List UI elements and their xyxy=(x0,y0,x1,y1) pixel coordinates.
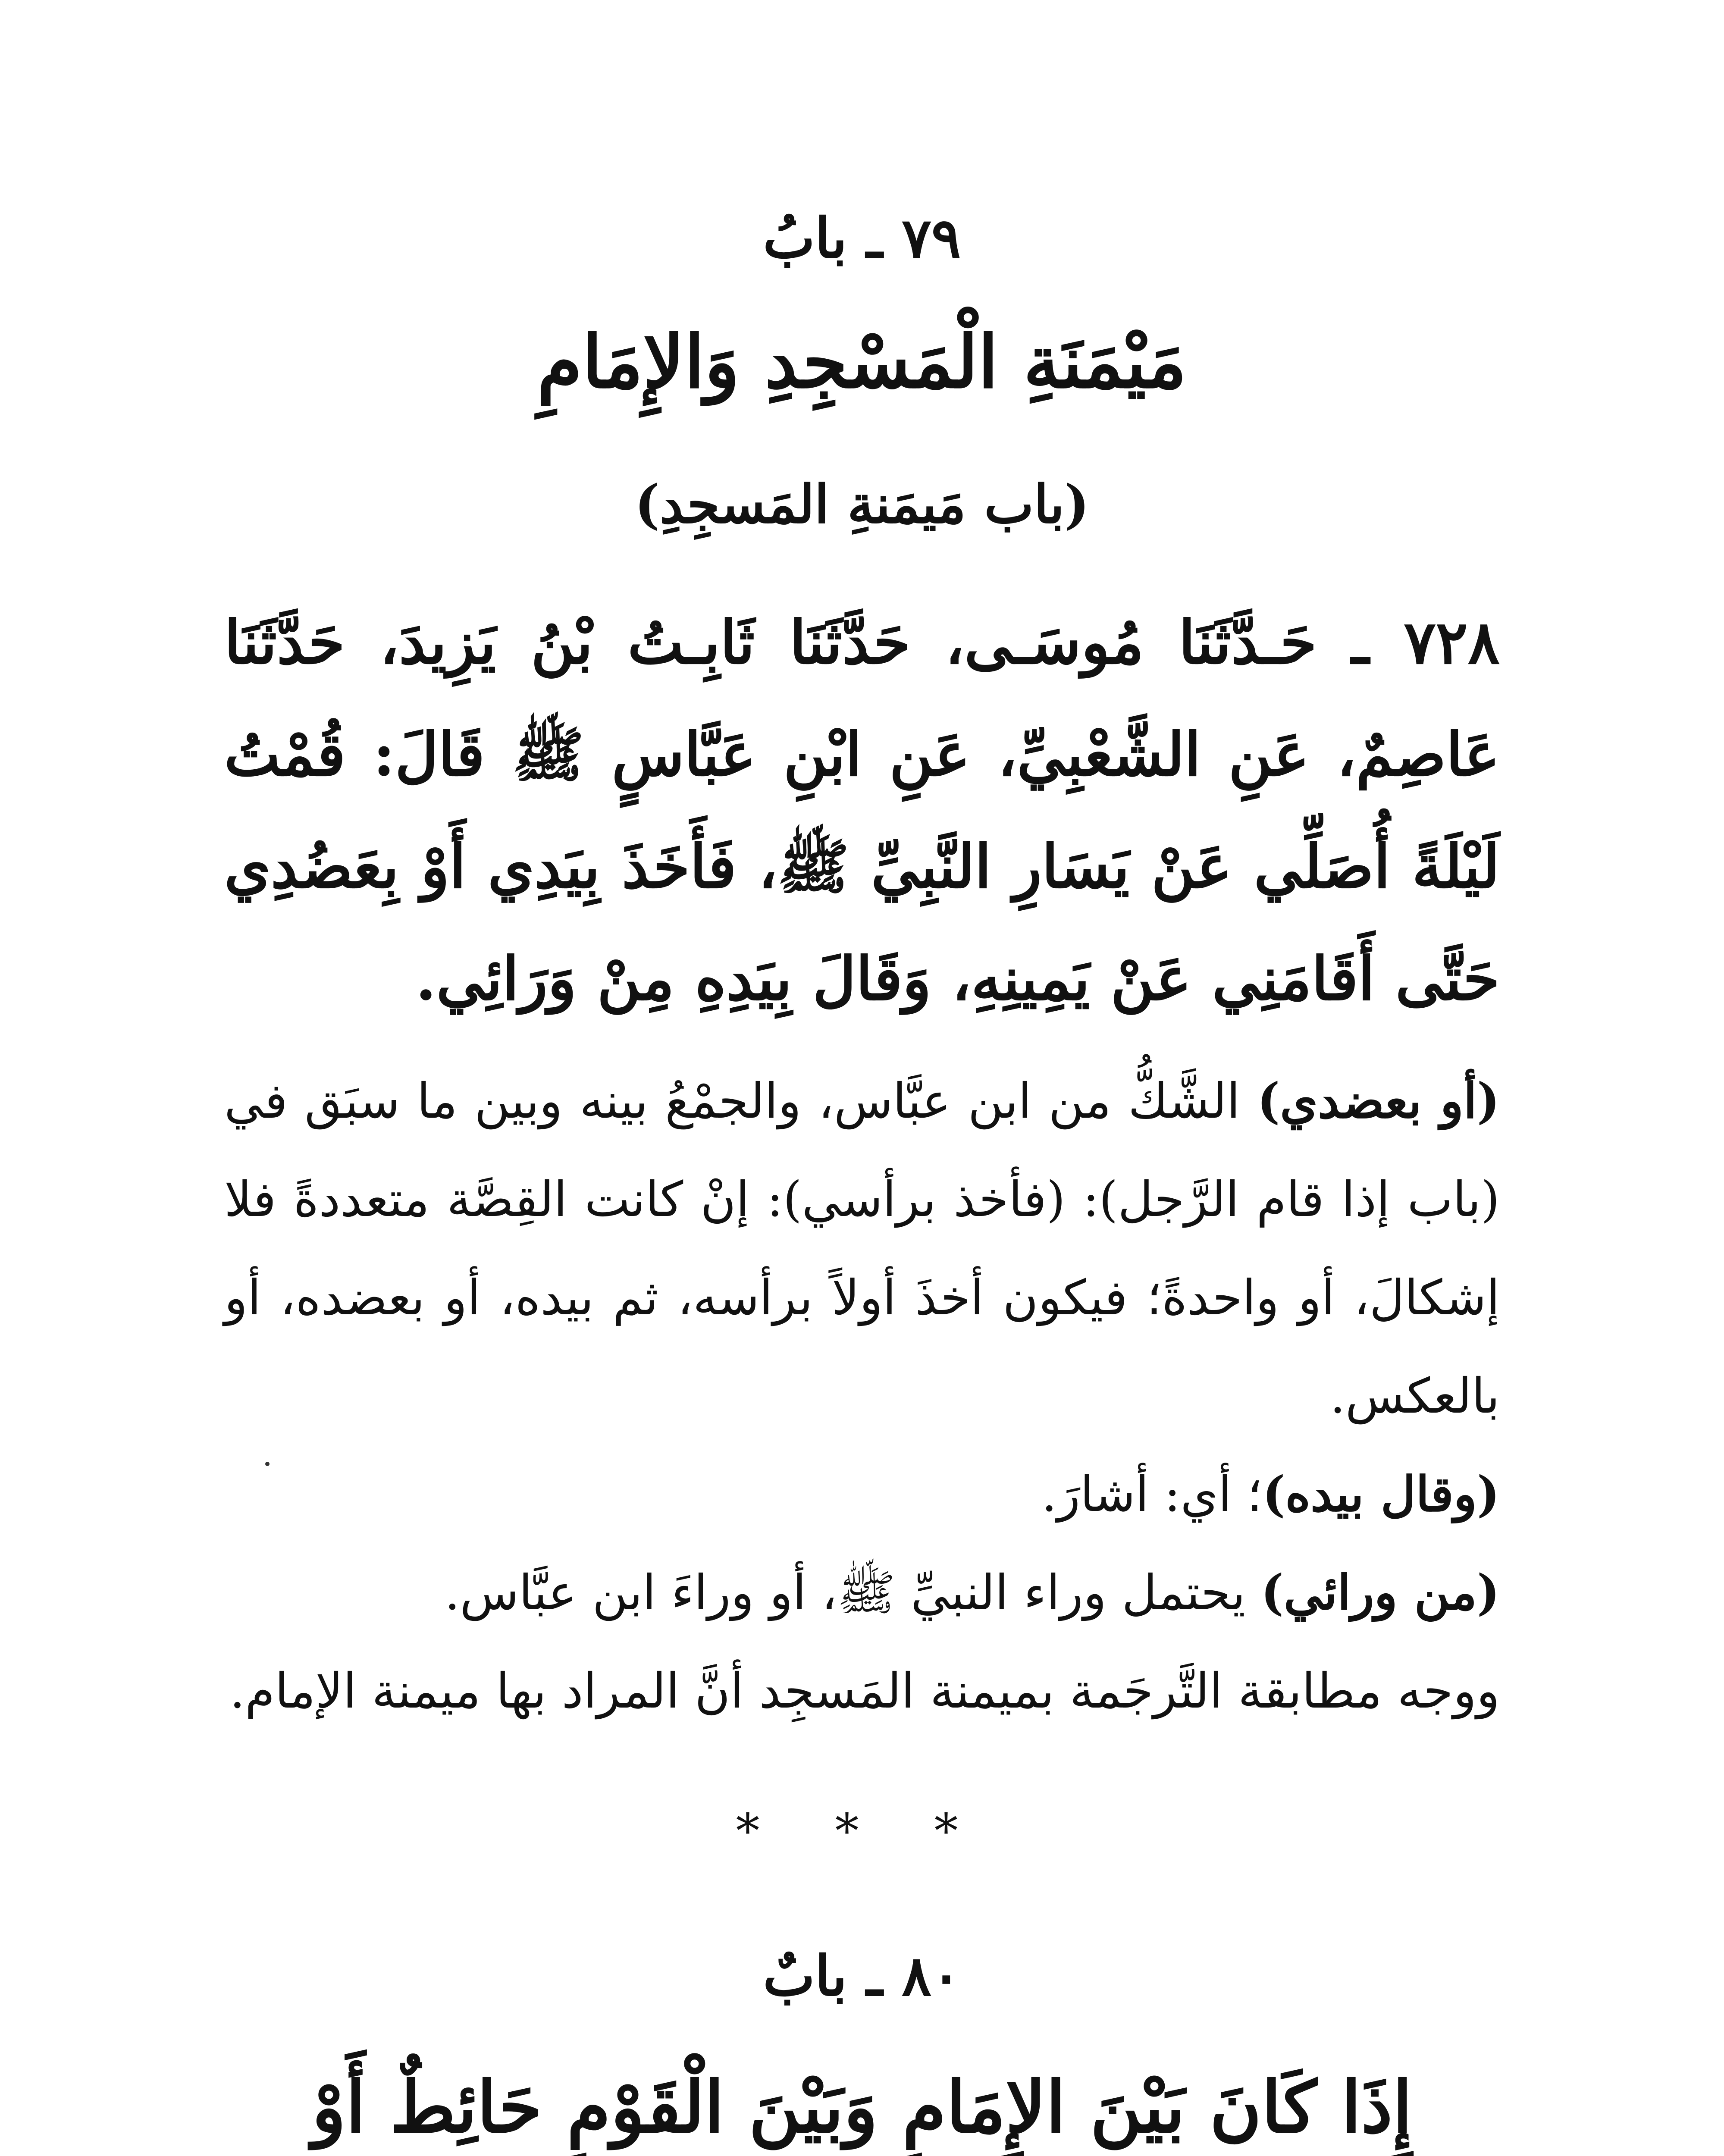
section-separator: * * * xyxy=(736,1803,988,1858)
commentary-text-2: ؛ أي: أشارَ. xyxy=(1041,1467,1263,1523)
scan-speck xyxy=(265,1462,270,1466)
commentary-lemma-3: (من ورائي) xyxy=(1260,1564,1500,1621)
hadith-728-text: ٧٢٨ ـ حَـدَّثَنَا مُوسَـى، حَدَّثَنَا ثَابِـتُ بْنُ يَزِيدَ، حَدَّثَنَا عَاصِمٌ، عَنِ الشَّعْبِيِّ، عَنِ ابْنِ عَبَّاسٍ ﷺ قَالَ: قُمْتُ لَيْلَةً أُصَلِّي عَنْ يَسَارِ النَّبِيِّ ﷺ، فَأَخَذَ بِيَدِي أَوْ بِعَضُدِي حَتَّى أَقَامَنِي عَنْ يَمِينِهِ، وَقَالَ بِيَدِهِ مِنْ وَرَائِي. xyxy=(224,607,1500,1014)
commentary-lemma-1: (أو بعضدي) xyxy=(1257,1073,1500,1129)
commentary-paragraph-4: ووجه مطابقة التَّرجَمة بميمنة المَسجِد أنَّ المراد بها ميمنة الإمام. xyxy=(229,1663,1500,1719)
commentary-text-3: يحتمل وراء النبيِّ ﷺ، أو وراءَ ابن عبَّاس. xyxy=(444,1565,1261,1621)
commentary-paragraph-3 xyxy=(224,1544,1500,1642)
chapter-79-subtitle: (باب مَيمَنةِ المَسجِدِ) xyxy=(634,473,1090,535)
chapter-80-title: إِذَا كَانَ بَيْنَ الإِمَامِ وَبَيْنَ الْقَوْمِ حَائِطٌ أَوْ xyxy=(311,2065,1413,2149)
commentary-text-1: الشَّكُّ من ابن عبَّاس، والجمْعُ بينه وبين ما سبَق في (باب إذا قام الرَّجل): (فأخذ برأسي): إنْ كانت القِصَّة متعددةً فلا إشكالَ، أو واحدةً؛ فيكون أخذَ أولاً برأسه، ثم بيده، أو بعضده، أو بالعكس. xyxy=(224,1073,1500,1424)
commentary-paragraph-2 xyxy=(224,1445,1500,1544)
commentary-lemma-2: (وقال بيده) xyxy=(1262,1466,1500,1523)
commentary-paragraph-1 xyxy=(224,1052,1500,1445)
chapter-79-number: ٧٩ ـ بابُ xyxy=(763,206,961,271)
chapter-80-number: ٨٠ ـ بابٌ xyxy=(763,1944,961,2009)
chapter-79-title: مَيْمَنَةِ الْمَسْجِدِ وَالإِمَامِ xyxy=(537,319,1187,404)
commentary xyxy=(224,1052,1500,1740)
